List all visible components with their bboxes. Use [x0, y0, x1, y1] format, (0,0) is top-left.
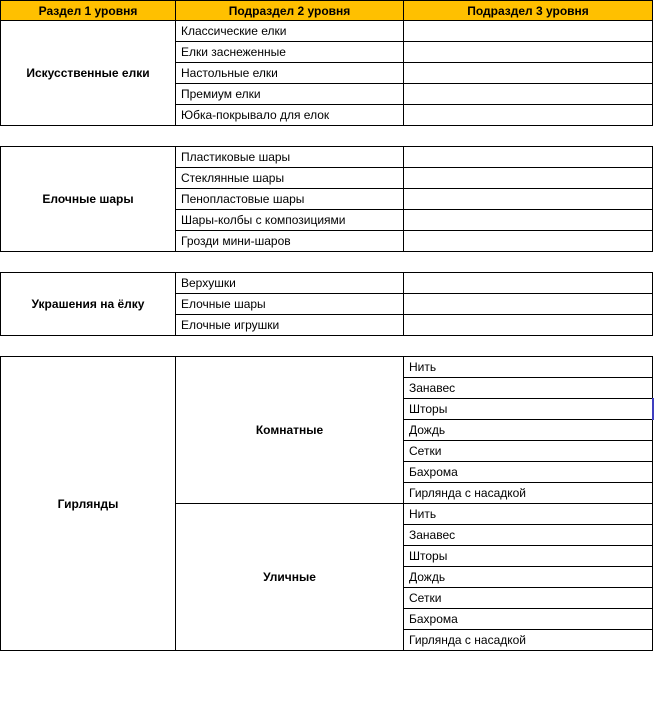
level2-cell[interactable]: Елки заснеженные	[176, 42, 404, 63]
level2-cell[interactable]: Елочные игрушки	[176, 315, 404, 336]
level3-cell[interactable]	[404, 84, 653, 105]
level3-cell[interactable]	[404, 168, 653, 189]
level2-cell[interactable]: Классические елки	[176, 21, 404, 42]
level2-cell[interactable]: Грозди мини-шаров	[176, 231, 404, 252]
level1-cell[interactable]: Украшения на ёлку	[1, 273, 176, 336]
level3-cell[interactable]	[404, 210, 653, 231]
spacer-cell	[1, 126, 176, 147]
spacer-cell	[176, 336, 404, 357]
row-gutter	[653, 231, 658, 252]
level3-cell[interactable]: Шторы	[404, 546, 653, 567]
level3-cell[interactable]: Дождь	[404, 420, 653, 441]
level3-cell[interactable]: Сетки	[404, 588, 653, 609]
level2-cell[interactable]: Настольные елки	[176, 63, 404, 84]
level3-cell[interactable]	[404, 42, 653, 63]
row-gutter	[653, 420, 658, 441]
table-row[interactable]	[1, 21, 658, 42]
level2-cell[interactable]: Елочные шары	[176, 294, 404, 315]
row-gutter	[653, 588, 658, 609]
level2-cell[interactable]: Шары-колбы с композициями	[176, 210, 404, 231]
level1-cell[interactable]: Искусственные елки	[1, 21, 176, 126]
row-gutter	[653, 273, 658, 294]
level2-cell[interactable]: Юбка-покрывало для елок	[176, 105, 404, 126]
level2-cell[interactable]: Уличные	[176, 504, 404, 651]
row-gutter-selected	[653, 399, 658, 420]
level1-cell[interactable]: Гирлянды	[1, 357, 176, 651]
spacer-cell	[1, 336, 176, 357]
row-gutter	[653, 336, 658, 357]
level3-cell[interactable]: Нить	[404, 357, 653, 378]
level3-cell[interactable]: Бахрома	[404, 609, 653, 630]
level3-cell[interactable]	[404, 294, 653, 315]
spacer-cell	[404, 336, 653, 357]
row-gutter	[653, 609, 658, 630]
row-gutter	[653, 147, 658, 168]
row-gutter	[653, 357, 658, 378]
level3-cell[interactable]: Сетки	[404, 441, 653, 462]
row-gutter	[653, 294, 658, 315]
level1-cell[interactable]: Елочные шары	[1, 147, 176, 252]
row-gutter	[653, 315, 658, 336]
level3-cell[interactable]	[404, 105, 653, 126]
level3-cell[interactable]	[404, 21, 653, 42]
row-gutter	[653, 126, 658, 147]
level2-cell[interactable]: Комнатные	[176, 357, 404, 504]
row-gutter	[653, 378, 658, 399]
level3-cell[interactable]: Гирлянда с насадкой	[404, 483, 653, 504]
spacer-cell	[404, 252, 653, 273]
level2-cell[interactable]: Пенопластовые шары	[176, 189, 404, 210]
row-gutter	[653, 525, 658, 546]
level2-cell[interactable]: Пластиковые шары	[176, 147, 404, 168]
row-gutter	[653, 63, 658, 84]
level3-cell[interactable]	[404, 63, 653, 84]
row-gutter	[653, 462, 658, 483]
column-header-level2: Подраздел 2 уровня	[176, 1, 404, 21]
row-gutter	[653, 105, 658, 126]
column-header-level3: Подраздел 3 уровня	[404, 1, 653, 21]
level3-cell[interactable]	[404, 147, 653, 168]
row-gutter	[653, 252, 658, 273]
spacer-row	[1, 126, 658, 147]
table-row[interactable]	[1, 357, 658, 378]
row-gutter	[653, 42, 658, 63]
column-header-level1: Раздел 1 уровня	[1, 1, 176, 21]
row-gutter	[653, 1, 658, 21]
row-gutter	[653, 210, 658, 231]
level3-cell-selected[interactable]: Шторы	[404, 399, 653, 420]
level3-cell[interactable]: Бахрома	[404, 462, 653, 483]
level3-cell[interactable]	[404, 315, 653, 336]
row-gutter	[653, 567, 658, 588]
level3-cell[interactable]: Занавес	[404, 378, 653, 399]
spacer-cell	[404, 126, 653, 147]
spacer-row	[1, 336, 658, 357]
row-gutter	[653, 189, 658, 210]
level3-cell[interactable]	[404, 231, 653, 252]
level2-cell[interactable]: Верхушки	[176, 273, 404, 294]
level3-cell[interactable]: Дождь	[404, 567, 653, 588]
level3-cell[interactable]	[404, 189, 653, 210]
row-gutter	[653, 504, 658, 525]
table-row[interactable]	[1, 273, 658, 294]
row-gutter	[653, 21, 658, 42]
level3-cell[interactable]: Гирлянда с насадкой	[404, 630, 653, 651]
level3-cell[interactable]: Нить	[404, 504, 653, 525]
spacer-row	[1, 252, 658, 273]
row-gutter	[653, 84, 658, 105]
level3-cell[interactable]	[404, 273, 653, 294]
spacer-cell	[176, 252, 404, 273]
spacer-cell	[1, 252, 176, 273]
row-gutter	[653, 441, 658, 462]
table-row[interactable]	[1, 147, 658, 168]
row-gutter	[653, 630, 658, 651]
table-header-row	[1, 1, 658, 21]
row-gutter	[653, 546, 658, 567]
row-gutter	[653, 168, 658, 189]
level2-cell[interactable]: Стеклянные шары	[176, 168, 404, 189]
row-gutter	[653, 483, 658, 504]
level3-cell[interactable]: Занавес	[404, 525, 653, 546]
level2-cell[interactable]: Премиум елки	[176, 84, 404, 105]
spacer-cell	[176, 126, 404, 147]
